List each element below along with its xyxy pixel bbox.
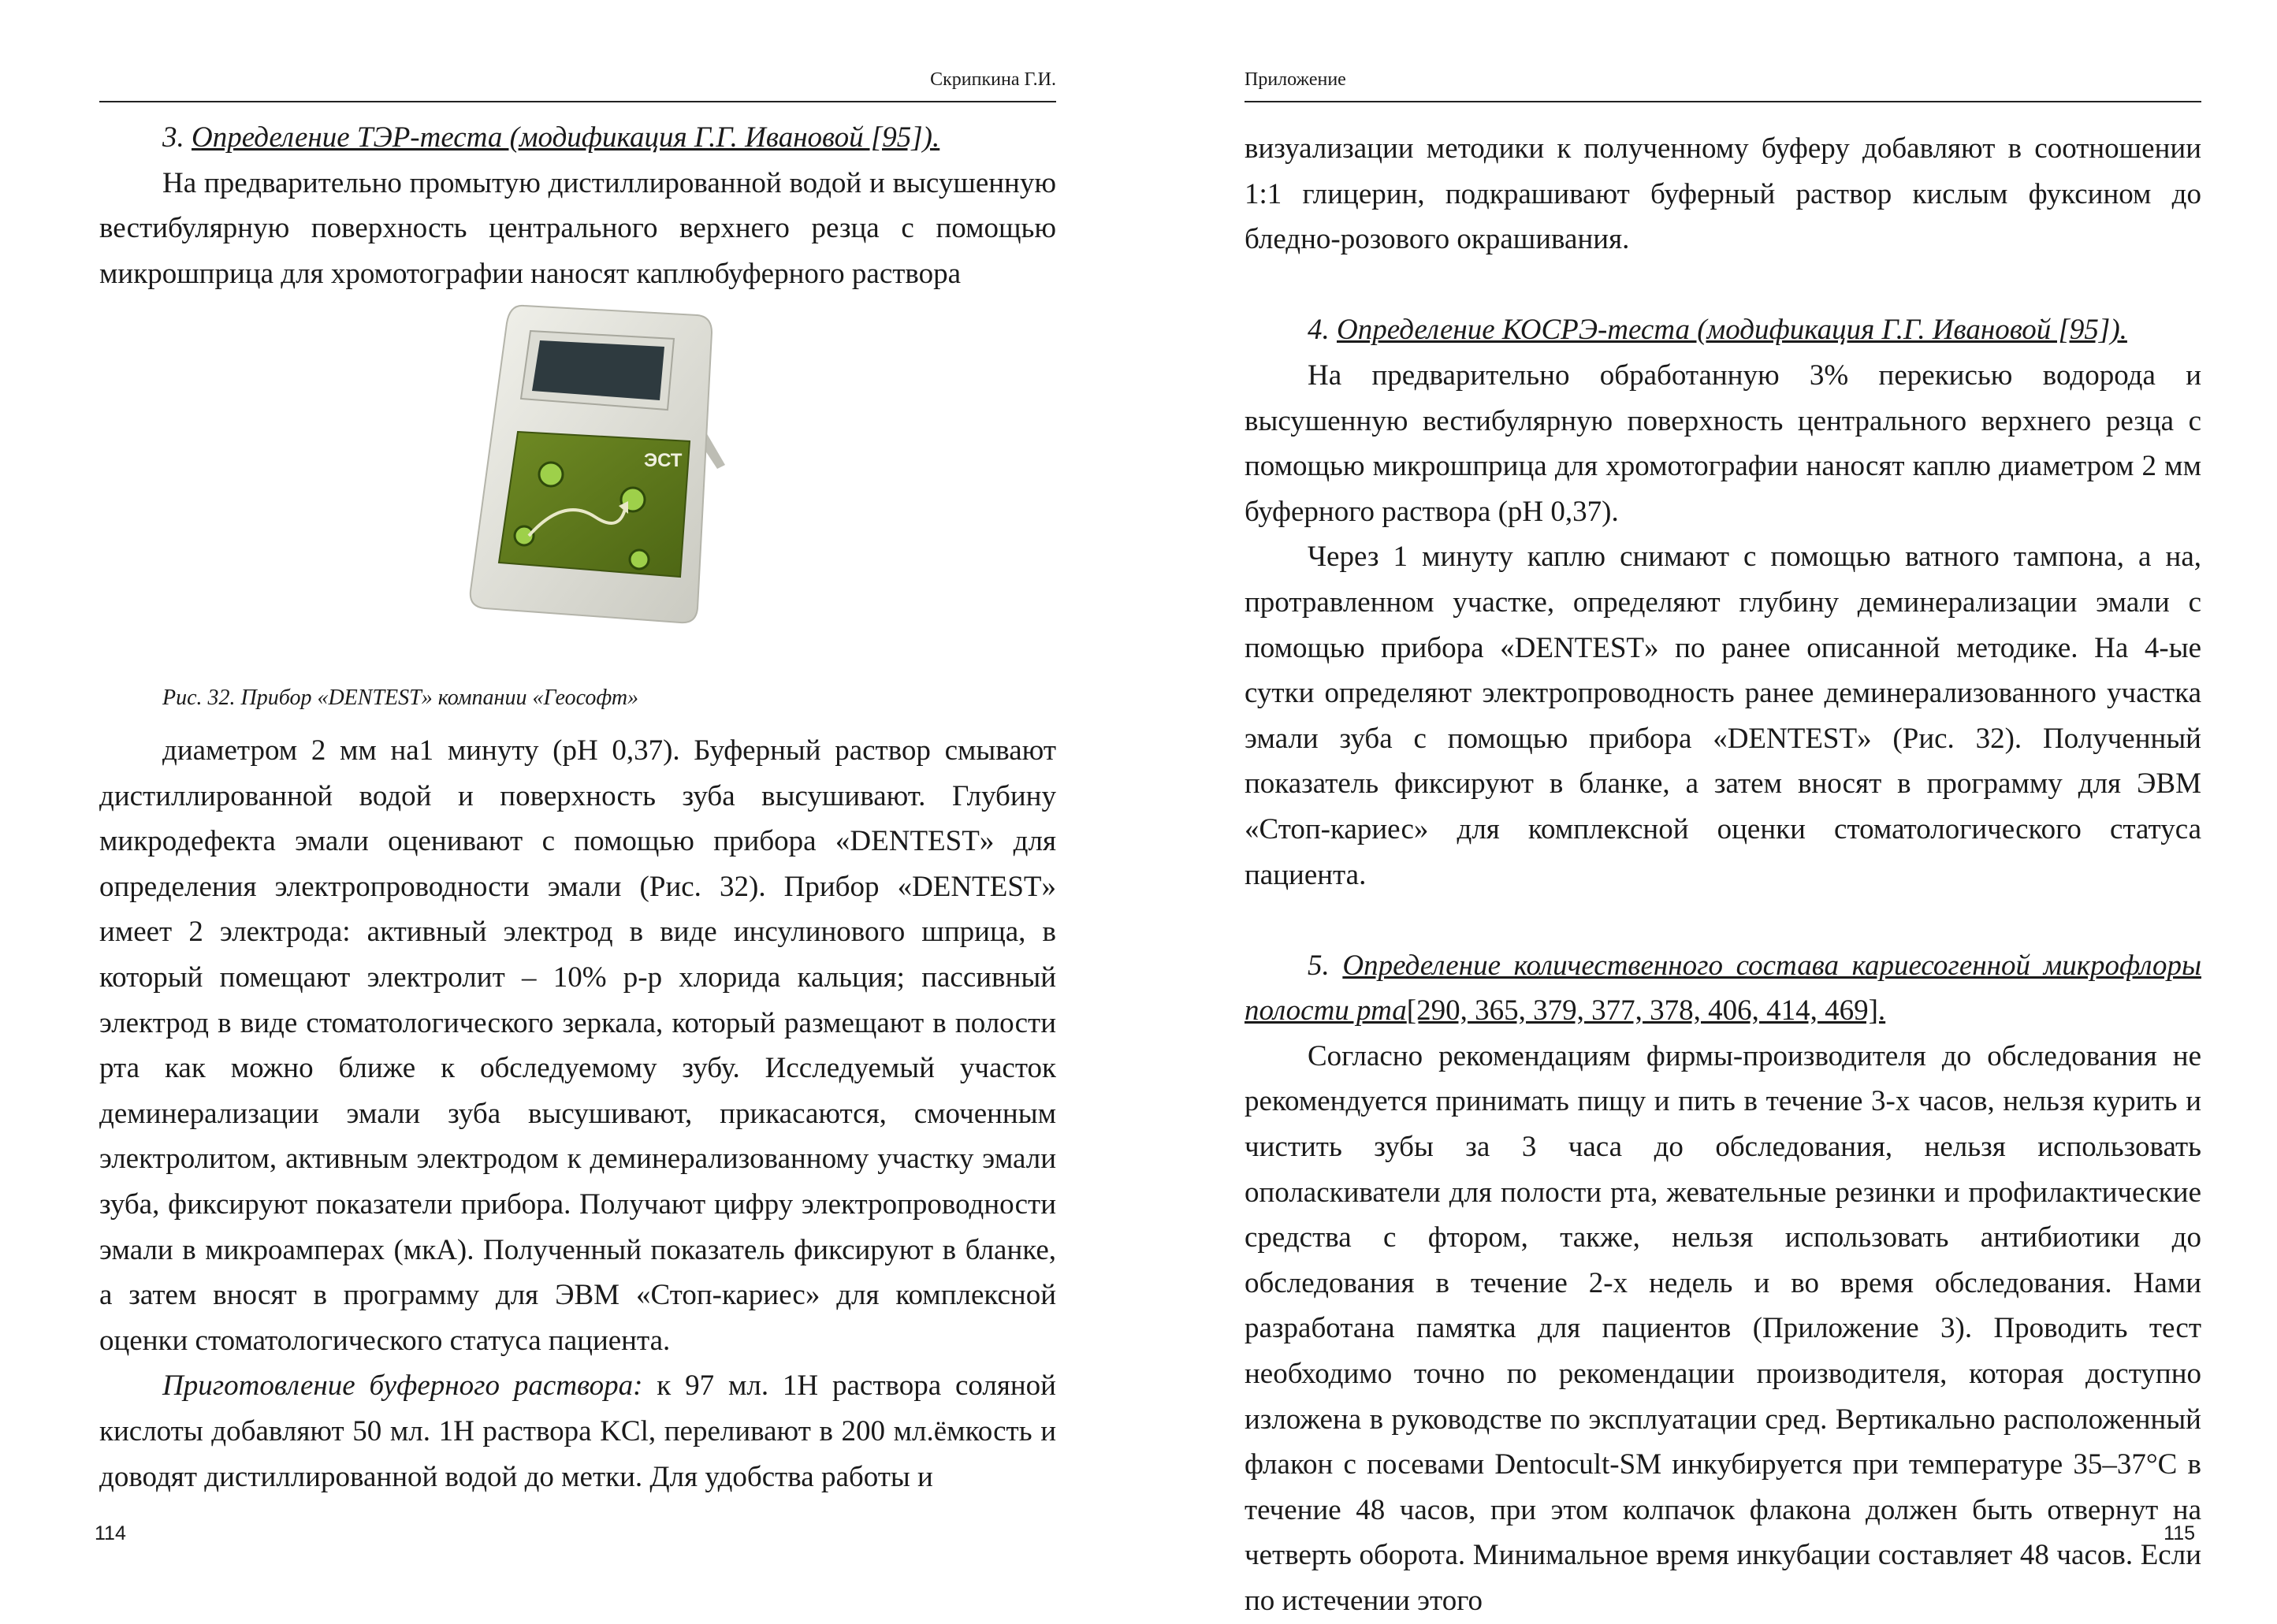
- running-head-section: Приложение: [1245, 69, 1346, 90]
- figure-caption: Рис. 32. Прибор «DENTEST» компании «Геософт»: [162, 686, 639, 710]
- dentest-device-image: [461, 299, 745, 630]
- paragraph: визуализации методики к полученному буферу добавляют в соотношении 1:1 глицерин, подкрашивают буферный раствор кислым фуксином до бледно-розового окрашивания.: [1245, 132, 2201, 256]
- buffer-prep-text: к 97 мл. 1Н раствора соляной кислоты добавляют 50 мл. 1Н раствора KCl, переливают в 200 мл.ёмкость и доводят дистиллированной водой до метки. Для удобства работы и: [99, 1369, 1056, 1493]
- section-number: 3.: [162, 121, 184, 154]
- paragraph: На предварительно обработанную 3% перекисью водорода и высушенную вестибулярную поверхность центрального верхнего резца с помощью микрошприца для хромотографии наносят каплю диаметром 2 мм буферного раствора (рН 0,37).: [1245, 359, 2201, 528]
- page-number: 114: [95, 1522, 126, 1544]
- device-logo: ЭСТ: [644, 450, 683, 471]
- paragraph: На предварительно промытую дистиллированной водой и высушенную вестибулярную поверхность центрального верхнего резца с помощью микрошприца для хромотографии наносят каплюбуферного раствора: [99, 166, 1056, 290]
- right-text: [1245, 126, 2201, 1624]
- references: [290, 365, 379, 377, 378, 406, 414, 469].: [1406, 994, 1886, 1028]
- header-rule: [99, 101, 1056, 102]
- section-title: Определение КОСРЭ-теста (модификация Г.Г. Ивановой [95]).: [1337, 314, 2127, 347]
- section-3-top: [99, 115, 1056, 296]
- page-number: 115: [2164, 1522, 2195, 1544]
- section-4-heading: [1245, 307, 2201, 353]
- buffer-prep-label: Приготовление буферного раствора:: [162, 1369, 643, 1403]
- section-3-bottom: [99, 728, 1056, 1500]
- left-page: [0, 0, 1138, 1615]
- section-3-heading: [99, 115, 1056, 161]
- paragraph: Согласно рекомендациям фирмы-производителя до обследования не рекомендуется принимать пищу и пить в течение 3-х часов, нельзя курить и чистить зубы за 3 часа до обследования, нельзя использовать ополаскиватели для полости рта, жевательные резинки и профилактические средства с фтором, также, нельзя использовать антибиотики до обследования в течение 2-х недель и во время обследования. Нами разработана памятка для пациентов (Приложение 3). Проводить тест необходимо точно по рекомендации производителя, которая доступно изложена в руководстве по эксплуатации сред. Вертикально расположенный флакон с посевами Dentocult-SM инкубируется при температуре 35–37°С в течение 48 часов, при этом колпачок флакона должен быть отвернут на четверть оборота. Минимальное время инкубации составляет 48 часов. Если по истечении этого: [1245, 1039, 2201, 1617]
- section-title: Определение ТЭР-теста (модификация Г.Г. Ивановой [95]).: [192, 121, 940, 154]
- paragraph: диаметром 2 мм на1 минуту (рН 0,37). Буферный раствор смывают дистиллированной водой и поверхность зуба высушивают. Глубину микродефекта эмали оценивают с помощью прибора «DENTEST» для определения электропроводности эмали (Рис. 32). Прибор «DENTEST» имеет 2 электрода: активный электрод в виде инсулинового шприца, в который помещают электролит – 10% р-р хлорида кальция; пассивный электрод в виде стоматологического зеркала, который размещают в полости рта как можно ближе к обследуемому зубу. Исследуемый участок деминерализации эмали зуба высушивают, прикасаются, смоченным электролитом, активным электродом к деминерализованному участку эмали зуба, фиксируют показатели прибора. Получают цифру электропроводности эмали в микроамперах (мкА). Полученный показатель фиксируют в бланке, а затем вносят в программу для ЭВМ «Стоп-кариес» для комплексной оценки стоматологического статуса пациента.: [99, 734, 1056, 1357]
- section-number: 5.: [1308, 949, 1330, 982]
- section-number: 4.: [1308, 314, 1330, 347]
- running-head-author: Скрипкина Г.И.: [930, 69, 1056, 90]
- section-5-heading: [1245, 943, 2201, 1034]
- header-rule: [1245, 101, 2201, 102]
- paragraph: [99, 1363, 1056, 1500]
- paragraph: Через 1 минуту каплю снимают с помощью ватного тампона, а на, протравленном участке, определяют глубину деминерализации эмали с помощью прибора «DENTEST» по ранее описанной методике. На 4-ые сутки определяют электропроводность ранее деминерализованного участка эмали зуба с помощью прибора «DENTEST» (Рис. 32). Полученный показатель фиксируют в бланке, а затем вносят в программу для ЭВМ «Стоп-кариес» для комплексной оценки стоматологического статуса пациента.: [1245, 541, 2201, 891]
- section-title: Определение количественного состава кариесогенной микрофлоры полости рта: [1245, 949, 2201, 1028]
- right-page: [1139, 0, 2277, 1615]
